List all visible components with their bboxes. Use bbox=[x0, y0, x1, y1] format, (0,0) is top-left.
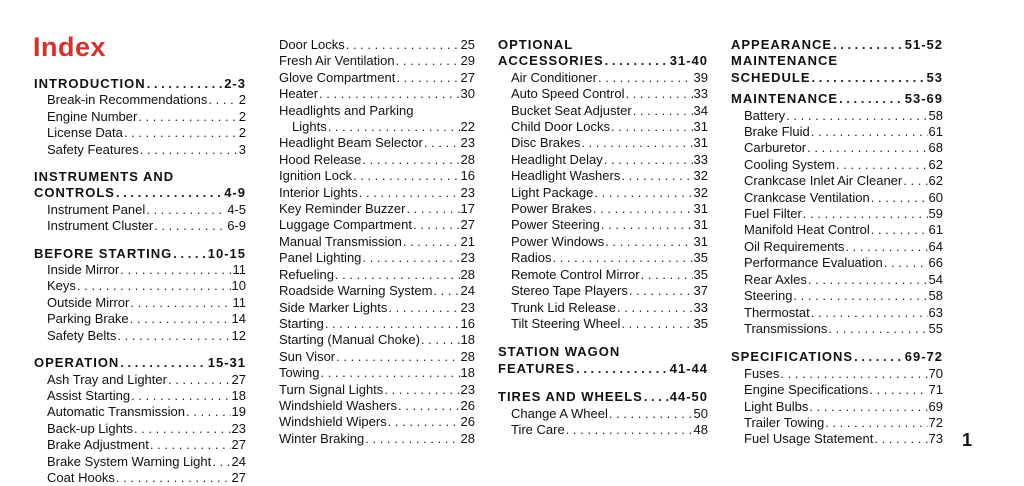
entry-label: Power Steering bbox=[511, 217, 600, 233]
entry-label: Manual Transmission bbox=[279, 233, 402, 249]
entry-label: Starting bbox=[279, 315, 324, 331]
entry-label: Bucket Seat Adjuster bbox=[511, 102, 632, 118]
section-label: MAINTENANCE bbox=[731, 91, 839, 107]
page-ref: 53-69 bbox=[904, 91, 943, 107]
entry-label: Headlight Washers bbox=[511, 168, 621, 184]
page-ref: 28 bbox=[460, 266, 475, 282]
index-entry[interactable] bbox=[498, 152, 708, 168]
index-entry[interactable] bbox=[279, 168, 475, 184]
entry-label: Rear Axles bbox=[744, 271, 807, 287]
page-ref: 59 bbox=[928, 206, 943, 222]
page-ref: 33 bbox=[693, 299, 708, 315]
index-entry[interactable] bbox=[731, 157, 943, 173]
index-entry[interactable] bbox=[498, 283, 708, 299]
index-column-2 bbox=[279, 37, 475, 447]
section-station-wagon-line1: STATION WAGON bbox=[498, 344, 621, 360]
section-maintenance-schedule-line1: MAINTENANCE bbox=[731, 53, 839, 69]
entry-label: Engine Specifications bbox=[744, 382, 869, 398]
entry-label: Battery bbox=[744, 107, 786, 123]
index-entry[interactable] bbox=[34, 92, 246, 108]
entry-label: Automatic Transmission bbox=[47, 404, 185, 420]
page-ref: 73 bbox=[928, 431, 943, 447]
page-ref: 18 bbox=[460, 365, 475, 381]
entry-label: Towing bbox=[279, 365, 320, 381]
page-ref: 16 bbox=[460, 168, 475, 184]
page-ref: 51-52 bbox=[904, 37, 943, 52]
section-label: OPERATION bbox=[34, 355, 120, 371]
section-station-wagon[interactable] bbox=[498, 361, 708, 377]
page-ref: 31 bbox=[693, 119, 708, 135]
section-optional-accessories[interactable] bbox=[498, 53, 708, 69]
index-entry[interactable] bbox=[731, 222, 943, 238]
page-ref: 12 bbox=[231, 327, 246, 343]
index-entry[interactable] bbox=[731, 399, 943, 415]
page-ref: 4-5 bbox=[227, 201, 246, 217]
page-ref: 58 bbox=[928, 107, 943, 123]
index-entry[interactable] bbox=[731, 382, 943, 398]
index-column-4 bbox=[731, 37, 943, 448]
page-ref: 2-3 bbox=[224, 76, 246, 91]
page-ref: 66 bbox=[928, 255, 943, 271]
page-ref: 31-40 bbox=[669, 53, 708, 69]
index-entry[interactable] bbox=[279, 53, 475, 69]
entry-label: Stereo Tape Players bbox=[511, 283, 628, 299]
page-ref: 61 bbox=[928, 124, 943, 140]
entry-label: Keys bbox=[47, 278, 76, 294]
index-entry[interactable] bbox=[279, 431, 475, 447]
index-entry[interactable] bbox=[731, 431, 943, 447]
entry-label: Luggage Compartment bbox=[279, 217, 412, 233]
section-maintenance[interactable] bbox=[731, 91, 943, 107]
entry-label: Outside Mirror bbox=[47, 294, 130, 310]
index-entry[interactable] bbox=[279, 365, 475, 381]
index-entry[interactable] bbox=[279, 37, 475, 53]
index-entry[interactable] bbox=[731, 366, 943, 382]
entry-label: Engine Number bbox=[47, 108, 138, 124]
index-entry[interactable] bbox=[34, 202, 246, 218]
index-entry[interactable] bbox=[34, 372, 246, 388]
index-entry[interactable] bbox=[731, 239, 943, 255]
page-ref: 31 bbox=[693, 135, 708, 151]
entry-label: Tire Care bbox=[511, 421, 565, 437]
page-ref: 31 bbox=[693, 217, 708, 233]
index-entry[interactable] bbox=[498, 316, 708, 332]
index-entry[interactable] bbox=[279, 349, 475, 365]
page-ref: 27 bbox=[231, 371, 246, 387]
index-entry[interactable] bbox=[34, 218, 246, 234]
index-entry[interactable] bbox=[34, 311, 246, 327]
entry-label: Fresh Air Ventilation bbox=[279, 53, 395, 69]
page-ref: 37 bbox=[693, 283, 708, 299]
page-ref: 22 bbox=[460, 119, 475, 135]
entry-label: Headlight Beam Selector bbox=[279, 135, 423, 151]
entry-label: Back-up Lights bbox=[47, 420, 133, 436]
page-number: 1 bbox=[962, 430, 973, 450]
entry-label: Light Package bbox=[511, 184, 594, 200]
page-ref: 30 bbox=[460, 86, 475, 102]
entry-label: Break-in Recommendations bbox=[47, 92, 208, 108]
page-ref: 32 bbox=[693, 184, 708, 200]
index-entry[interactable] bbox=[34, 437, 246, 453]
page-ref: 55 bbox=[928, 320, 943, 336]
section-introduction[interactable] bbox=[34, 76, 246, 92]
index-entry[interactable] bbox=[34, 388, 246, 404]
page-ref: 35 bbox=[693, 266, 708, 282]
entry-label: Power Windows bbox=[511, 233, 605, 249]
page-ref: 23 bbox=[231, 420, 246, 436]
leader-dots bbox=[147, 76, 224, 92]
index-entry[interactable] bbox=[34, 278, 246, 294]
index-title: Index bbox=[33, 32, 107, 62]
index-entry[interactable] bbox=[498, 201, 708, 217]
page-ref: 15-31 bbox=[207, 355, 246, 371]
entry-label: Air Conditioner bbox=[511, 69, 597, 85]
index-entry[interactable] bbox=[279, 267, 475, 283]
page-ref: 21 bbox=[460, 233, 475, 249]
entry-label: Oil Requirements bbox=[744, 238, 845, 254]
index-entry[interactable] bbox=[279, 201, 475, 217]
page-ref: 32 bbox=[693, 168, 708, 184]
index-entry[interactable] bbox=[34, 454, 246, 470]
index-entry[interactable] bbox=[498, 135, 708, 151]
page-ref: 69 bbox=[928, 398, 943, 414]
page-ref: 16 bbox=[460, 315, 475, 331]
entry-label: Headlight Delay bbox=[511, 151, 603, 167]
section-instruments-line1: INSTRUMENTS AND bbox=[34, 169, 175, 185]
page-ref: 33 bbox=[693, 151, 708, 167]
entry-label: Windshield Washers bbox=[279, 397, 398, 413]
page-ref: 2 bbox=[238, 92, 246, 108]
index-entry[interactable] bbox=[731, 124, 943, 140]
entry-label: Ash Tray and Lighter bbox=[47, 371, 167, 387]
entry-label: Instrument Cluster bbox=[47, 218, 154, 234]
page-ref: 68 bbox=[928, 140, 943, 156]
entry-label: Radios bbox=[511, 250, 552, 266]
entry-label: Fuel Filter bbox=[744, 206, 802, 222]
entry-label: Transmissions bbox=[744, 320, 828, 336]
index-entry[interactable] bbox=[34, 328, 246, 344]
entry-label: Brake Fluid bbox=[744, 124, 810, 140]
section-label: BEFORE STARTING bbox=[34, 245, 173, 261]
page-ref: 10-15 bbox=[207, 245, 246, 261]
page-ref: 28 bbox=[460, 151, 475, 167]
index-entry[interactable] bbox=[34, 262, 246, 278]
section-label: ACCESSORIES bbox=[498, 53, 604, 69]
index-entry[interactable] bbox=[498, 267, 708, 283]
page-ref: 48 bbox=[693, 421, 708, 437]
page-ref: 61 bbox=[928, 222, 943, 238]
section-optional-line1: OPTIONAL bbox=[498, 37, 574, 52]
page-ref: 11 bbox=[232, 262, 246, 278]
index-entry[interactable] bbox=[34, 125, 246, 141]
index-entry[interactable] bbox=[34, 470, 246, 486]
index-entry[interactable] bbox=[498, 119, 708, 135]
entry-label: Ignition Lock bbox=[279, 168, 352, 184]
section-label: SCHEDULE bbox=[731, 69, 811, 85]
page-ref: 27 bbox=[231, 469, 246, 485]
index-entry[interactable] bbox=[34, 295, 246, 311]
page-ref: 26 bbox=[460, 414, 475, 430]
section-label: FEATURES bbox=[498, 360, 576, 376]
entry-label: Performance Evaluation bbox=[744, 255, 883, 271]
index-entry[interactable] bbox=[731, 140, 943, 156]
page-ref: 29 bbox=[460, 53, 475, 69]
index-entry[interactable] bbox=[731, 108, 943, 124]
entry-label: Steering bbox=[744, 288, 793, 304]
entry-label: Interior Lights bbox=[279, 184, 358, 200]
page-ref: 70 bbox=[928, 365, 943, 381]
page-ref: 62 bbox=[928, 173, 943, 189]
entry-label: License Data bbox=[47, 125, 123, 141]
index-entry[interactable] bbox=[498, 217, 708, 233]
entry-label: Key Reminder Buzzer bbox=[279, 201, 406, 217]
section-label: TIRES AND WHEELS bbox=[498, 389, 643, 405]
entry-label: Power Brakes bbox=[511, 201, 592, 217]
index-entry[interactable] bbox=[498, 185, 708, 201]
entry-label: Manifold Heat Control bbox=[744, 222, 870, 238]
page-ref: 10 bbox=[231, 278, 246, 294]
index-entry[interactable] bbox=[731, 255, 943, 271]
entry-label: Coat Hooks bbox=[47, 469, 115, 485]
page-ref: 11 bbox=[232, 294, 246, 310]
page-ref: 69-72 bbox=[904, 349, 943, 365]
entry-label: Hood Release bbox=[279, 151, 362, 167]
entry-label: Starting (Manual Choke) bbox=[279, 332, 420, 348]
page-ref: 44-50 bbox=[669, 389, 708, 405]
index-entry[interactable] bbox=[279, 300, 475, 316]
page-ref: 2 bbox=[238, 125, 246, 141]
section-operation[interactable] bbox=[34, 355, 246, 371]
page-ref: 25 bbox=[460, 37, 475, 52]
index-entry[interactable] bbox=[279, 414, 475, 430]
page-ref: 18 bbox=[460, 332, 475, 348]
page-ref: 17 bbox=[460, 201, 475, 217]
index-entry[interactable] bbox=[279, 119, 475, 135]
entry-label: Crankcase Ventilation bbox=[744, 189, 870, 205]
index-entry[interactable] bbox=[279, 382, 475, 398]
page-ref: 54 bbox=[928, 271, 943, 287]
page-ref: 71 bbox=[928, 382, 943, 398]
index-entry[interactable] bbox=[731, 305, 943, 321]
page-ref: 4-9 bbox=[224, 185, 246, 201]
page-ref: 18 bbox=[231, 387, 246, 403]
index-entry[interactable] bbox=[731, 173, 943, 189]
index-column-3 bbox=[498, 37, 708, 438]
page-ref: 64 bbox=[928, 238, 943, 254]
page-ref: 6-9 bbox=[227, 218, 246, 234]
page-ref: 3 bbox=[238, 141, 246, 157]
index-entry[interactable] bbox=[731, 190, 943, 206]
entry-label: Carburetor bbox=[744, 140, 807, 156]
index-entry[interactable] bbox=[498, 300, 708, 316]
index-entry[interactable] bbox=[279, 217, 475, 233]
page-ref: 14 bbox=[231, 311, 246, 327]
page-ref: 41-44 bbox=[669, 360, 708, 376]
index-column-1 bbox=[34, 76, 246, 486]
index-entry[interactable] bbox=[279, 283, 475, 299]
page-ref: 31 bbox=[693, 233, 708, 249]
entry-label: Tilt Steering Wheel bbox=[511, 315, 621, 331]
page-ref: 27 bbox=[460, 69, 475, 85]
entry-label: Inside Mirror bbox=[47, 262, 120, 278]
entry-label: Fuses bbox=[744, 365, 780, 381]
section-before-starting[interactable] bbox=[34, 246, 246, 262]
entry-label: Door Locks bbox=[279, 37, 345, 52]
index-entry[interactable] bbox=[731, 288, 943, 304]
index-entry[interactable] bbox=[279, 398, 475, 414]
index-entry[interactable] bbox=[498, 234, 708, 250]
entry-label: Disc Brakes bbox=[511, 135, 581, 151]
index-entry[interactable] bbox=[498, 70, 708, 86]
index-entry[interactable] bbox=[731, 272, 943, 288]
page-ref: 31 bbox=[693, 201, 708, 217]
page-ref: 60 bbox=[928, 189, 943, 205]
entry-label: Safety Belts bbox=[47, 327, 117, 343]
index-entry[interactable] bbox=[279, 135, 475, 151]
entry-label: Windshield Wipers bbox=[279, 414, 387, 430]
page-ref: 27 bbox=[231, 437, 246, 453]
section-label: SPECIFICATIONS bbox=[731, 349, 854, 365]
page-ref: 23 bbox=[460, 381, 475, 397]
entry-label: Glove Compartment bbox=[279, 69, 396, 85]
page-ref: 72 bbox=[928, 414, 943, 430]
index-entry[interactable] bbox=[279, 316, 475, 332]
entry-label: Crankcase Inlet Air Cleaner bbox=[744, 173, 903, 189]
entry-label: Heater bbox=[279, 86, 319, 102]
page-ref: 26 bbox=[460, 397, 475, 413]
index-entry[interactable] bbox=[279, 234, 475, 250]
entry-label: Remote Control Mirror bbox=[511, 266, 640, 282]
entry-label: Side Marker Lights bbox=[279, 299, 388, 315]
section-label: INTRODUCTION bbox=[34, 76, 146, 91]
entry-label: Lights bbox=[292, 119, 327, 135]
page-ref: 28 bbox=[460, 348, 475, 364]
entry-label: Parking Brake bbox=[47, 311, 129, 327]
entry-label: Safety Features bbox=[47, 141, 139, 157]
page-ref: 23 bbox=[460, 135, 475, 151]
entry-label: Fuel Usage Statement bbox=[744, 431, 874, 447]
entry-label: Brake System Warning Light bbox=[47, 453, 212, 469]
page-ref: 27 bbox=[460, 217, 475, 233]
section-appearance[interactable] bbox=[731, 37, 943, 53]
entry-label: Sun Visor bbox=[279, 348, 336, 364]
entry-label: Turn Signal Lights bbox=[279, 381, 384, 397]
index-entry[interactable] bbox=[731, 415, 943, 431]
page-ref: 28 bbox=[460, 430, 475, 446]
entry-label: Trailer Towing bbox=[744, 414, 825, 430]
page-ref: 33 bbox=[693, 86, 708, 102]
entry-label: Change A Wheel bbox=[511, 405, 608, 421]
index-entry[interactable] bbox=[34, 109, 246, 125]
page-ref: 24 bbox=[460, 283, 475, 299]
index-entry[interactable] bbox=[498, 103, 708, 119]
section-specifications[interactable] bbox=[731, 349, 943, 365]
entry-label: Light Bulbs bbox=[744, 398, 809, 414]
page-ref: 19 bbox=[231, 404, 246, 420]
index-entry[interactable] bbox=[34, 421, 246, 437]
entry-label: Winter Braking bbox=[279, 430, 365, 446]
index-entry[interactable] bbox=[34, 142, 246, 158]
entry-label: Child Door Locks bbox=[511, 119, 610, 135]
index-entry[interactable] bbox=[498, 168, 708, 184]
index-entry[interactable] bbox=[279, 86, 475, 102]
entry-label: Cooling System bbox=[744, 156, 836, 172]
section-label: APPEARANCE bbox=[731, 37, 833, 52]
page-ref: 53 bbox=[926, 69, 943, 85]
index-entry[interactable] bbox=[498, 422, 708, 438]
entry-label: Panel Lighting bbox=[279, 250, 362, 266]
entry-label: Refueling bbox=[279, 266, 334, 282]
entry-label-line1: Headlights and Parking bbox=[279, 102, 414, 118]
page-ref: 58 bbox=[928, 288, 943, 304]
index-entry[interactable] bbox=[279, 332, 475, 348]
index-entry[interactable] bbox=[279, 185, 475, 201]
section-tires-and-wheels[interactable] bbox=[498, 389, 708, 405]
page-ref: 23 bbox=[460, 299, 475, 315]
page-ref: 39 bbox=[693, 69, 708, 85]
page-ref: 2 bbox=[238, 108, 246, 124]
page-ref: 63 bbox=[928, 304, 943, 320]
entry-label: Thermostat bbox=[744, 304, 810, 320]
entry-label: Trunk Lid Release bbox=[511, 299, 617, 315]
page-ref: 35 bbox=[693, 250, 708, 266]
entry-label: Auto Speed Control bbox=[511, 86, 625, 102]
index-entry[interactable] bbox=[731, 321, 943, 337]
index-entry[interactable] bbox=[279, 250, 475, 266]
entry-label: Assist Starting bbox=[47, 387, 131, 403]
page-ref: 34 bbox=[693, 102, 708, 118]
index-entry[interactable] bbox=[731, 206, 943, 222]
section-instruments[interactable] bbox=[34, 185, 246, 201]
page-ref: 24 bbox=[231, 453, 246, 469]
index-entry[interactable] bbox=[498, 86, 708, 102]
index-entry[interactable] bbox=[279, 152, 475, 168]
section-maintenance-schedule[interactable] bbox=[731, 70, 943, 86]
index-entry[interactable] bbox=[498, 406, 708, 422]
section-label: CONTROLS bbox=[34, 185, 115, 201]
page-ref: 35 bbox=[693, 315, 708, 331]
index-entry[interactable] bbox=[498, 250, 708, 266]
index-entry[interactable] bbox=[279, 70, 475, 86]
page-ref: 62 bbox=[928, 156, 943, 172]
page-ref: 50 bbox=[693, 405, 708, 421]
entry-label: Instrument Panel bbox=[47, 201, 146, 217]
page-ref: 23 bbox=[460, 250, 475, 266]
entry-label: Brake Adjustment bbox=[47, 437, 149, 453]
entry-label: Roadside Warning System bbox=[279, 283, 433, 299]
page-ref: 23 bbox=[460, 184, 475, 200]
index-entry[interactable] bbox=[34, 404, 246, 420]
